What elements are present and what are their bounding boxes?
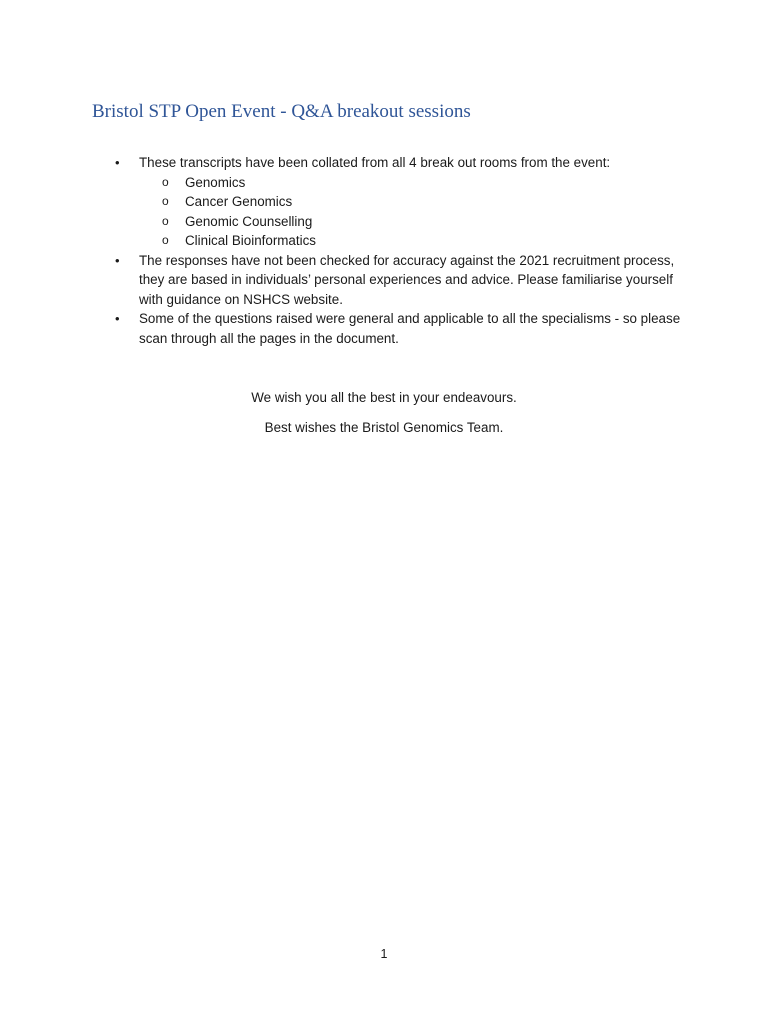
- sub-bullet-text: Cancer Genomics: [185, 194, 293, 209]
- sub-bullet-item: [139, 231, 682, 251]
- bullet-text: These transcripts have been collated from all 4 break out rooms from the event:: [139, 155, 611, 170]
- page-number: 1: [380, 947, 388, 961]
- bullet-text: The responses have not been checked for accuracy against the 2021 recruitment process, they are based in individuals’ personal experiences and advice. Please familiarise yourself with guidance on NSHCS website.: [139, 252, 675, 307]
- bullet-item: [112, 251, 682, 310]
- bullet-marker: •: [115, 311, 120, 326]
- closing-signoff: Best wishes the Bristol Genomics Team.: [264, 420, 504, 435]
- sub-bullet-marker: o: [162, 213, 169, 228]
- bullet-item: [112, 309, 682, 348]
- sub-bullet-marker: o: [162, 233, 169, 247]
- sub-bullet-text: Genomics: [185, 174, 246, 190]
- bullet-marker: •: [115, 155, 120, 170]
- bullet-marker: •: [115, 252, 120, 268]
- sub-bullet-list: [139, 173, 682, 251]
- sub-bullet-item: [139, 212, 682, 232]
- bullet-text: Some of the questions raised were general and applicable to all the specialisms - so please scan through all the pages in the document.: [139, 311, 681, 346]
- sub-bullet-marker: o: [162, 174, 169, 189]
- bullet-item: [112, 153, 682, 251]
- sub-bullet-text: Clinical Bioinformatics: [185, 233, 316, 248]
- closing-message: We wish you all the best in your endeavours.: [251, 390, 517, 405]
- bullet-list: [112, 153, 682, 348]
- sub-bullet-text: Genomic Counselling: [185, 213, 313, 229]
- sub-bullet-item: [139, 192, 682, 212]
- document-title: Bristol STP Open Event - Q&A breakout sessions: [92, 101, 471, 122]
- sub-bullet-item: [139, 173, 682, 193]
- sub-bullet-marker: o: [162, 194, 169, 208]
